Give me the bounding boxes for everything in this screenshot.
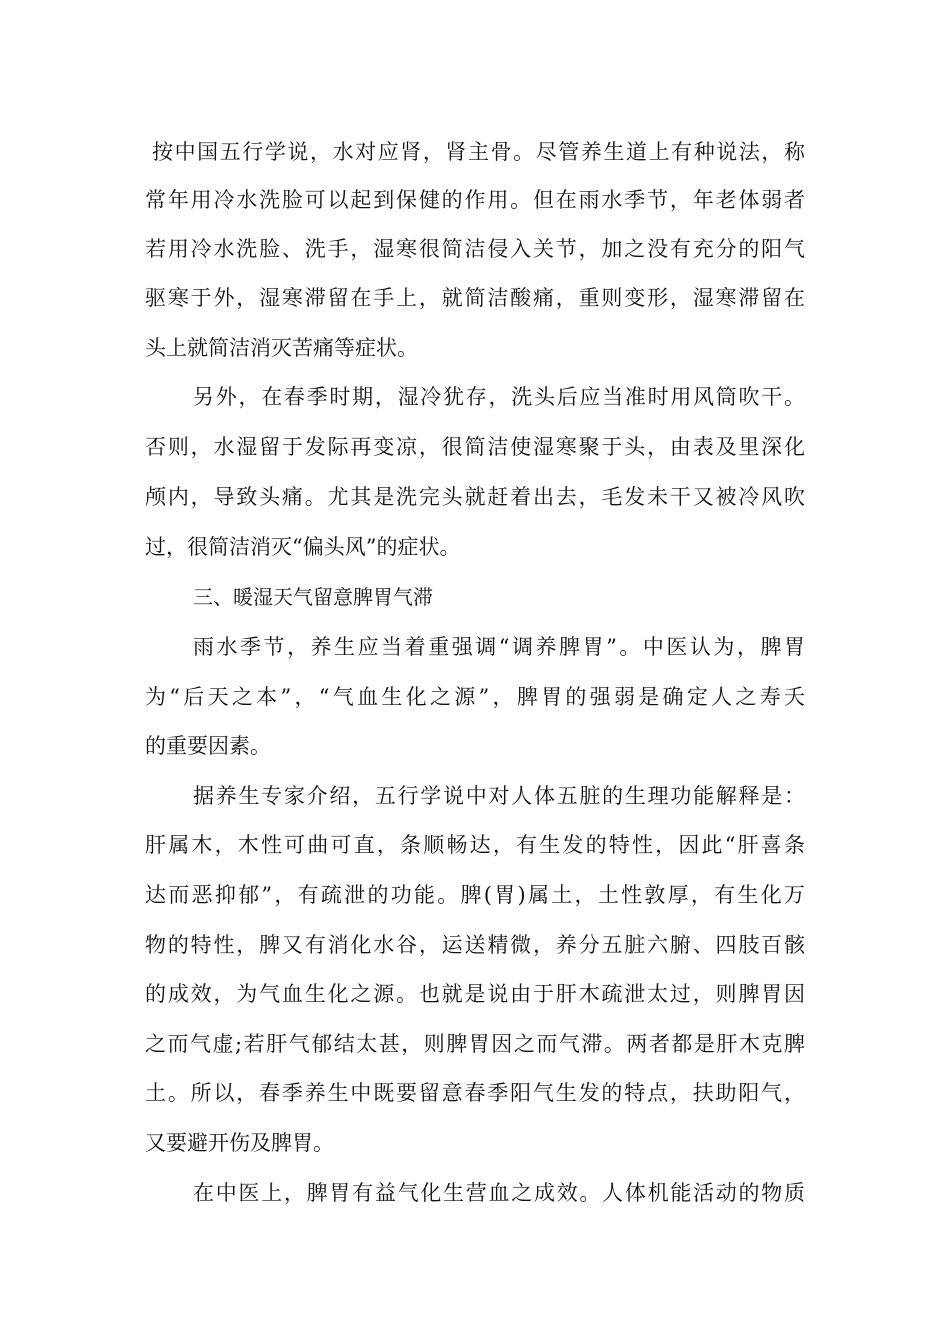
text-line: 物的特性，脾又有消化水谷，运送精微，养分五脏六腑、四肢百骸 <box>145 933 805 957</box>
text-line: 的成效，为气血生化之源。也就是说由于肝木疏泄太过，则脾胃因 <box>145 982 805 1006</box>
text-line: 另外，在春季时期，湿冷犹存，洗头后应当准时用风筒吹干。 <box>193 385 805 409</box>
text-line: 在中医上，脾胃有益气化生营血之成效。人体机能活动的物质 <box>193 1181 805 1205</box>
text-line: 之而气虚;若肝气郁结太甚，则脾胃因之而气滞。两者都是肝木克脾 <box>145 1032 805 1056</box>
text-line: 否则，水湿留于发际再变凉，很简洁使湿寒聚于头，由表及里深化 <box>145 435 805 459</box>
text-line: 土。所以，春季养生中既要留意春季阳气生发的特点，扶助阳气， <box>145 1081 805 1105</box>
text-line: 达而恶抑郁”，有疏泄的功能。脾(胃)属土，土性敦厚，有生化万 <box>145 883 805 907</box>
text-line: 驱寒于外，湿寒滞留在手上，就简洁酸痛，重则变形，湿寒滞留在 <box>145 286 805 310</box>
text-line: 过，很简洁消灭“偏头风”的症状。 <box>145 535 461 559</box>
text-line: 的重要因素。 <box>145 734 271 758</box>
text-line: 据养生专家介绍，五行学说中对人体五脏的生理功能解释是： <box>193 784 805 808</box>
text-line: 颅内，导致头痛。尤其是洗完头就赶着出去，毛发未干又被冷风吹 <box>145 485 805 509</box>
text-line: 若用冷水洗脸、洗手，湿寒很简洁侵入关节，加之没有充分的阳气 <box>145 237 805 261</box>
text-line: 又要避开伤及脾胃。 <box>145 1131 334 1155</box>
text-line: 常年用冷水洗脸可以起到保健的作用。但在雨水季节，年老体弱者 <box>145 188 805 212</box>
text-line: 为“后天之本”，“气血生化之源”，脾胃的强弱是确定人之寿夭 <box>145 685 805 709</box>
section-heading: 三、暖湿天气留意脾胃气滞 <box>193 585 433 609</box>
text-line: 肝属木，木性可曲可直，条顺畅达，有生发的特性，因此“肝喜条 <box>145 833 805 857</box>
text-line: 雨水季节，养生应当着重强调“调养脾胃”。中医认为，脾胃 <box>193 635 805 659</box>
text-line: 按中国五行学说，水对应肾，肾主骨。尽管养生道上有种说法，称 <box>152 140 805 164</box>
text-line: 头上就简洁消灭苦痛等症状。 <box>145 336 418 360</box>
